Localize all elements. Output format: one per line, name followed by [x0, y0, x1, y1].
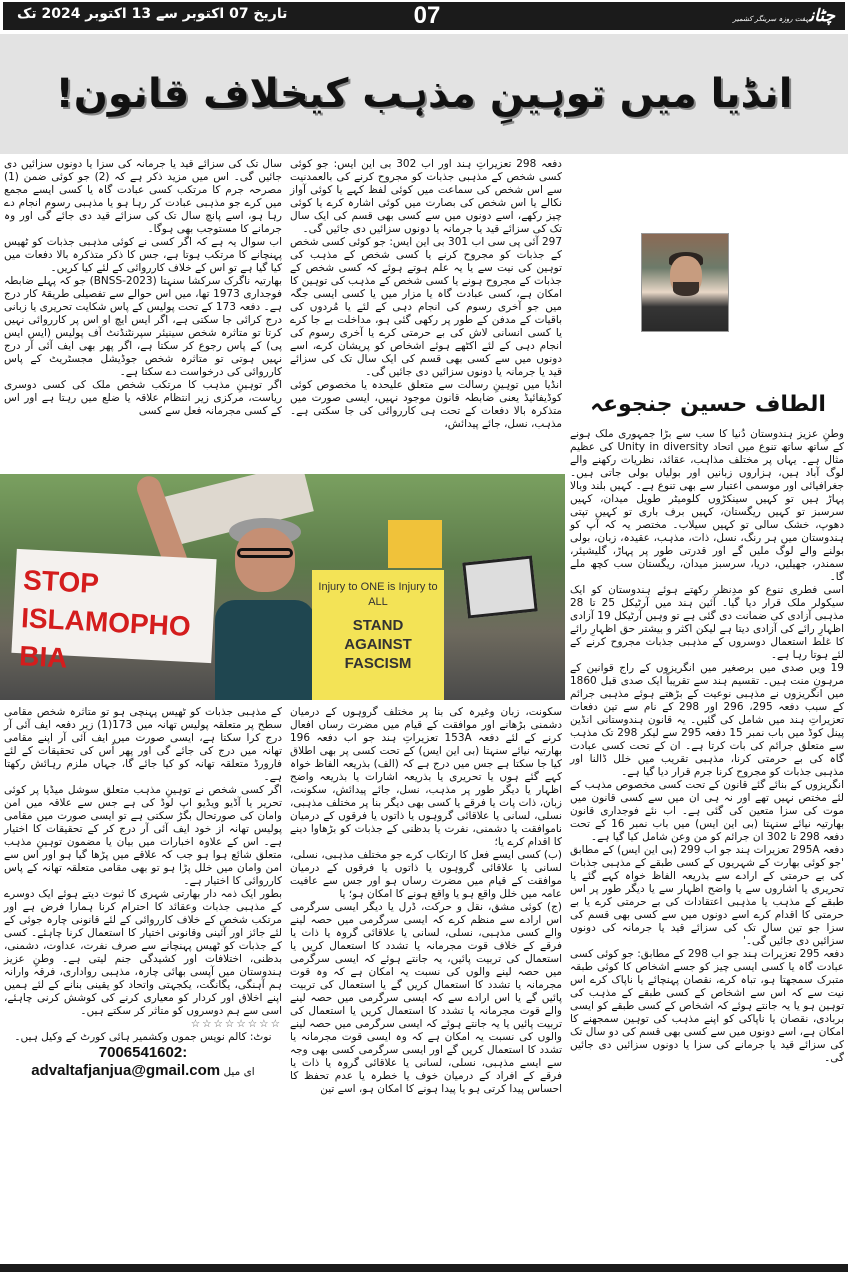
paragraph: دفعہ 298 تعزیراتِ ہند اور اب 302 بی این ایس: جو کوئی کسی شخص کے مذہبی جذبات کو مجروح کرنے کی بالعمدنیت سے اس شخص کی سماعت میں کوئی لفظ کہے یا کوئی آواز نکالے یا اس شخص کی بصارت میں کوئی اشارہ کرے یا کوئی چیز رکھے، اسے دونوں میں سے کسی بھی قسم کی ایک سال تک کی سزائے قید یا جرمانہ یا دونوں سزائیں دی جائیں گی۔: [290, 158, 562, 235]
middle-column-bottom: [290, 706, 562, 1096]
author-byline: الطاف حسین جنجوعہ: [590, 392, 826, 417]
paragraph: دفعہ 295 تعزیرات ہند جو اب 298 کے مطابق: جو کوئی کسی عبادت گاہ یا کسی ایسی چیز کو جسے اشخاص کا کوئی طبقہ متبرک سمجھتا ہو، تباہ کرے، نقصان پہنچائے یا ناپاک کرے اس نیت سے کہ اس سے اشخاص کے کسی طبقے کے مذہب کی توہین ہو یا یہ جانتے ہوئے کہ اشخاص کے کسی طبقے کو ایسی بربادی، نقصان یا ناپاکی کو اپنے مذہب کی توہین سمجھنے کا امکان ہے، اسے دونوں میں سے کسی بھی قسم کی دو سال تک کی سزائے قید یا جرمانے کی سزا یا دونوں سزائیں دی جائیں گی۔: [570, 948, 844, 1064]
paragraph: سکونت، زبان وغیرہ کی بنا پر مختلف گروہوں کے درمیان دشمنی بڑھانے اور موافقت کے قیام میں مضرت رساں افعال کرنے کے لئے دفعہ 153A تعزیراتِ ہند جو اب دفعہ 196 بھارتیہ نیائے سنہتا (بی این ایس) کے تحت کسی پر بھی اطلاق کیا جا سکتا ہے جس میں درج ہے کہ (الف) بذریعہ الفاظ خواہ کہے گئے ہوں یا تحریری یا بذریعہ اشارات یا بذریعہ واضح اظہار یا دیگر طور پر مذہب، نسل، جائے پیدائش، سکونت، زبان، ذات پات یا فرقے یا کسی بھی دیگر بنا پر مختلف مذہبی، نسلی، لسانی یا علاقائی گروہوں یا ذاتوں یا فرقوں کے درمیان ناموافقت یا دشمنی، نفرت یا بدظنی کے جذبات کو بڑھاوا دینے کا اقدام کرے یا؛: [290, 706, 562, 848]
right-column: [570, 428, 844, 1065]
fascism-sign: Injury to ONE is Injury to ALL STAND AGAINST FASCISM: [312, 570, 444, 700]
paragraph: انگریزوں کے بنائے گئے قانون کے تحت کسی مخصوص مذہب کے لئے مختص نہیں تھے اور نہ ہی ان میں سے کسی قانون میں موت کی سزا متعین کی گئی ہے۔ اب نئے فوجداری قانون بھارتیہ نیائے سنہتا (بی این ایس) میں باب نمبر 16 کے تحت دفعہ 298 تا 302 ان جرائم کو من وعن شامل کیا گیا ہے۔: [570, 779, 844, 843]
page-number: 07: [413, 2, 441, 29]
phone-number: :7006541602: [98, 1044, 188, 1061]
left-column-bottom: [4, 706, 282, 1081]
paragraph: اسی فطری تنوع کو مدِنظر رکھتے ہوئے ہندوستان کو ایک سیکولر ملک قرار دیا گیا۔ آئین ہند میں آرٹیکل 25 تا 28 مذہبی آزادی کی ضمانت دی گئی ہے تو وہیں آرٹیکل 19 آزادی اظہارِ رائے کی آزادی دیتا ہے لیکن اکثر و بیشتر حق اظہارِ رائے کا غلط استعمال دوسروں کے مذہبی جذبات مجروح کرنے کے لئے ہوتا رہا ہے۔: [570, 584, 845, 661]
paragraph: سال تک کی سزائے قید یا جرمانہ کی سزا یا دونوں سزائیں دی جائیں گی۔ اس میں مزید ذکر ہے کہ (2) جو کوئی ضمن (1) مصرحہ جرم کا مرتکب کسی عبادت گاہ یا کسی ایسے مجمع میں کرے جو مذہبی عبادت کر رہا ہو یا مذہبی رسوم انجام دے رہا ہو، اسے پانچ سال تک کی سزائے قید دی جائے گی اور وہ جرمانے کا مستوجب بھی ہوگا۔: [4, 158, 282, 235]
paragraph: کے مذہبی جذبات کو ٹھیس پہنچی ہو تو متاثرہ شخص مقامی سطح پر متعلقہ پولیس تھانہ میں 173(1) زیر دفعہ ایف آئی آر درج کرا سکتا ہے، ایسی صورت میں ایف آئی آر اپنے مقامی تھانہ میں درج کی جائے گی اور پھر اُس کی تحقیقات کے لئے فارورڈ متعلقہ تھانہ کو کیا جائے گا، جہاں ملزم رہائش رکھتا ہے۔: [4, 706, 282, 783]
page-header-bar: [3, 2, 845, 30]
paragraph: (ج) کوئی مشق، نقل و حرکت، ڈرل یا دیگر ایسی سرگرمی اس ارادے سے منظم کرے کہ ایسی سرگرمی میں حصہ لینے والے کسی مذہبی، نسلی، لسانی یا علاقائی گروہ یا ذات یا فرقے کے خلاف قوت مجرمانہ یا تشدد کا استعمال کریں یا استعمال کی تربیت پائیں، یہ جانتے ہوئے کہ ایسی سرگرمی میں حصہ لینے والوں کی نسبت یہ امکان ہے کہ وہ قوت مجرمانہ یا تشدد کا استعمال کریں گے یا استعمال کی تربیت پائیں گے یا اس ارادے سے کہ ایسی سرگرمی میں حصہ لینے والے قوت مجرمانہ یا تشدد کا استعمال کریں یا استعمال کی تربیت پائیں یا یہ جانتے ہوئے کہ ایسی سرگرمی میں حصہ لینے والوں کی نسبت یہ امکان ہے کہ وہ ایسی قوت مجرمانہ یا تشدد کا استعمال کریں گے اور ایسی سرگرمی کسی بھی وجہ سے ایسے مذہبی، نسلی، لسانی یا علاقائی گروہ یا ذات یا فرقے کے افراد کے درمیان خوف یا خطرہ یا عدم تحفظ کا احساس پیدا کرتی ہو یا پیدا ہونے کا امکان ہو، اسے تین: [290, 901, 562, 1095]
article-headline: انڈیا میں توہینِ مذہب کیخلاف قانون!: [55, 71, 793, 117]
paragraph: بھارتیہ ناگرک سرکشا سنہتا (BNSS-2023) جو کہ پہلے ضابطہ فوجداری 1973 تھا، میں اس حوالے سے تفصیلی طریقۂ کار درج ہے۔ دفعہ 173 کے تحت پولیس کے پاس شکایت تحریری یا زبانی درج کرائی جا سکتی ہے، اگر ایس ایچ او اس پر کارروائی نہیں کرتا تو متاثرہ شخص سینیئر سپرنٹنڈنٹ آف پولیس (ایس ایس پی) کے پاس رجوع کر سکتا ہے، اگر پھر بھی ایف آئی آر درج نہیں ہوتی تو متاثرہ شخص جوڈیشل مجسٹریٹ کے پاس کارروائی کی درخواست دے سکتا ہے۔: [4, 275, 283, 378]
paragraph: وطنِ عزیز ہندوستان دُنیا کا سب سے بڑا جمہوری ملک ہونے کے ساتھ ساتھ تنوع میں اتحاد Unity in diversity کی عظیم مثال ہے۔ یہاں پر مختلف مذاہب، عقائد، نظریات رکھنے والے لوگ آباد ہیں، ہزاروں زبانیں اور بولیاں بولی جاتی ہیں۔ جغرافیائی اور موسمی اعتبار سے بھی تنوع ہے۔ کہیں بلند وبالا پہاڑ ہیں تو کہیں سینکڑوں کلومیٹر طویل میدان، کہیں سرسبز تو کہیں ریگستان، کہیں برف باری تو کہیں تپتی دھوپ، خشک سالی تو کہیں سیلاب۔ مختصر یہ کہ آپ کو ہندوستان میں ہر رنگ، نسل، ذات، مذہب، عقیدہ، زبان، بولی بولنے والے لوگ ملیں گے اور قدرتی طور پر پہاڑ، گلیشیئر، سمندر، جھیلیں، دریا، سرسبز میدان، ریگستان سب کچھ ملے گا۔: [570, 428, 844, 583]
email-link[interactable]: advaltafjanjua@gmail.com: [31, 1062, 221, 1079]
paragraph: دفعہ 295A تعزیرات ہند جو اب 299 (بی این ایس) کے مطابق 'جو کوئی بھارت کے شہریوں کے کسی طبقے کے مذہبی جذبات کی بے حرمتی کے ارادے سے بذریعہ الفاظ خواہ کہے گئے یا تحریری یا اشاروں سے یا واضح اظہار سے یا دیگر طور پر اس طبقے کے مذہب یا مذہبی اعتقادات کی بے حرمتی کرے یا بے حرمتی کا اقدام کرے اسے دونوں میں سے کسی بھی قسم کی سزا جو تین سال تک کی سزائے قید یا جرمانہ کی دونوں سزائیں دی جائیں گی۔': [570, 844, 844, 947]
paragraph: اگر توہینِ مذہب کا مرتکب شخص ملک کی کسی دوسری ریاست، مرکزی زیر انتظام علاقہ یا ضلع میں رہتا ہے اور اس کے کسی مجرمانہ فعل سے کسی: [4, 379, 282, 417]
newspaper-logo: چٹانہفت روزہ سرینگر کشمیر: [732, 6, 835, 26]
middle-column-top: [290, 158, 562, 431]
paragraph: اگر کسی شخص نے توہینِ مذہب متعلق سوشل میڈیا پر کوئی تحریر یا آڈیو ویڈیو اپ لوڈ کی ہے جس سے علاقہ میں امن وامان کی صورتحال بگڑ سکتی ہے تو ایسی صورت میں مقامی پولیس تھانہ از خود ایف آئی آر درج کر کے تحقیقات کا اختیار ہے۔ اس کے علاوہ اخبارات میں بیان یا مضمون توہینِ مذہب متعلق شائع ہوا ہو جب کہ علاقے میں پڑھا گیا ہو اور اس سے امن وامان میں خلل پڑا ہو تو بھی مقامی متعلقہ تھانہ کے پاس کارروائی کا اختیار ہے۔: [4, 784, 282, 887]
author-note: نوٹ: کالم نویس جموں وکشمیر ہائی کورٹ کے وکیل ہیں۔: [14, 1031, 272, 1043]
protest-photo: [0, 474, 565, 700]
paragraph: 297 آئی پی سی اب 301 بی این ایس: جو کوئی کسی شخص کے جذبات کو مجروح کرنے یا کسی شخص کے مذہب کی توہین کی نیت سے یا یہ علم ہوتے ہوئے کہ کسی شخص کے جذبات کے مجروح ہونے یا کسی شخص کے مذہب کی توہین کا امکان ہے، کسی عبادت گاہ یا مزار میں یا کسی ایسی جگہ میں جو آخری رسوم کی انجام دہی کے لئے یا مُردوں کی باقیات کے مدفن کے طور پر رکھی گئی ہو، مداخلت بے جا کرے یا کسی انسانی لاش کی بے حرمتی کرے یا آخری رسوم کی انجام دہی کے لئے اکٹھے ہوئے اشخاص کو پریشان کرے، اسے دونوں میں سے کسی بھی قسم کی ایک سال تک کی سزائے قید یا جرمانہ یا دونوں سزائیں دی جائیں گی۔: [290, 236, 562, 378]
email-line: ای میل advaltafjanjua@gmail.com: [31, 1062, 255, 1079]
paragraph: بطور ایک ذمہ دار بھارتی شہری کا ثبوت دیتے ہوئے ایک دوسرے کے مذہبی جذبات وعقائد کا احترام کرنا ہمارا فرض ہے اور مرتکب شخص کے خلاف کارروائی کے لئے قانونی چارہ جوئی کے لئے جائز اور آئینی وقانونی اختیار کا استعمال کرنا چاہئے۔ کسی کے جذبات کو ٹھیس پہنچانے سے صرف نفرت، عداوت، دشمنی، بدظنی، اختلافات اور کشیدگی جنم لیتی ہے۔ وطنِ عزیز ہندوستان میں آپسی بھائی چارہ، مذہبی رواداری، فرقہ وارانہ ہم آہنگی، یگانگت، یکجہتی واتحاد کو یقینی بنانے کے لئے ہمیں اپنے اخلاق اور کردار کو معیاری کرنے کی کوشش کرنی چاہئے، اسی سے ہم دوسروں کو متاثر کر سکتے ہیں۔: [4, 888, 282, 1017]
paragraph: (ب) کسی ایسے فعل کا ارتکاب کرے جو مختلف مذہبی، نسلی، لسانی یا علاقائی گروہوں یا ذاتوں یا فرقوں کے درمیان موافقت کے قیام میں مضرت رساں ہو اور جس سے عافیت عامہ میں خلل واقع ہو یا واقع ہونے کا امکان ہو؛ یا: [290, 849, 562, 900]
issue-date: تاریخ 07 اکتوبر سے 13 اکتوبر 2024 تک: [17, 6, 288, 22]
page-footer-bar: [0, 1264, 848, 1272]
left-column-top: [4, 158, 282, 418]
paragraph: انڈیا میں توہینِ رسالت سے متعلق علیحدہ یا مخصوص کوئی کوڈیفائیڈ یعنی ضابطہ قانون موجود نہیں، ایسی صورت میں متذکرہ بالا دفعات کے تحت ہی کارروائی کی جا سکتی ہے۔ مذہب، نسل، جائے پیدائش،: [290, 379, 562, 430]
author-photo: [641, 233, 729, 332]
paragraph: اب سوال یہ ہے کہ اگر کسی نے کوئی مذہبی جذبات کو ٹھیس پہنچانے کا مرتکب ہوتا ہے، جس کا ذکر متذکرہ بالا دفعات میں کیا گیا ہے تو اس کے خلاف کارروائی کے لئے کیا کریں۔: [4, 236, 282, 274]
star-separator: ☆☆☆☆☆☆☆☆: [190, 1018, 282, 1030]
paragraph: 19 ویں صدی میں برصغیر میں انگریزوں کے راج قوانین کے مرہونِ منت ہیں۔ تقسیم ہند سے تقریباً ایک صدی قبل 1860 میں انگریزوں نے مذہبی نوعیت کے بڑھتے ہوئے مذہبی جرائم کے سبب دفعہ 295، 296 اور 298 کے نام سے تین دفعات تعزیراتِ ہند میں شامل کی گئیں۔ یہ قانون ہندوستانی انڈین پینل کوڈ میں باب نمبر 15 دفعہ 295 سے لیکر 298 تک مذہب سے متعلق جرائم کی بات کرتا ہے۔ ان کے تحت کسی عبادت گاہ کی بے حرمتی کرنا، مذہبی تقریب میں خلل ڈالنا اور مذہبی جذبات کو مجروح کرنا جرم قرار دیا گیا ہے۔: [570, 662, 844, 778]
stop-islamophobia-sign: STOP ISLAMOPHOBIA: [11, 549, 216, 663]
headline-band: [0, 34, 848, 154]
